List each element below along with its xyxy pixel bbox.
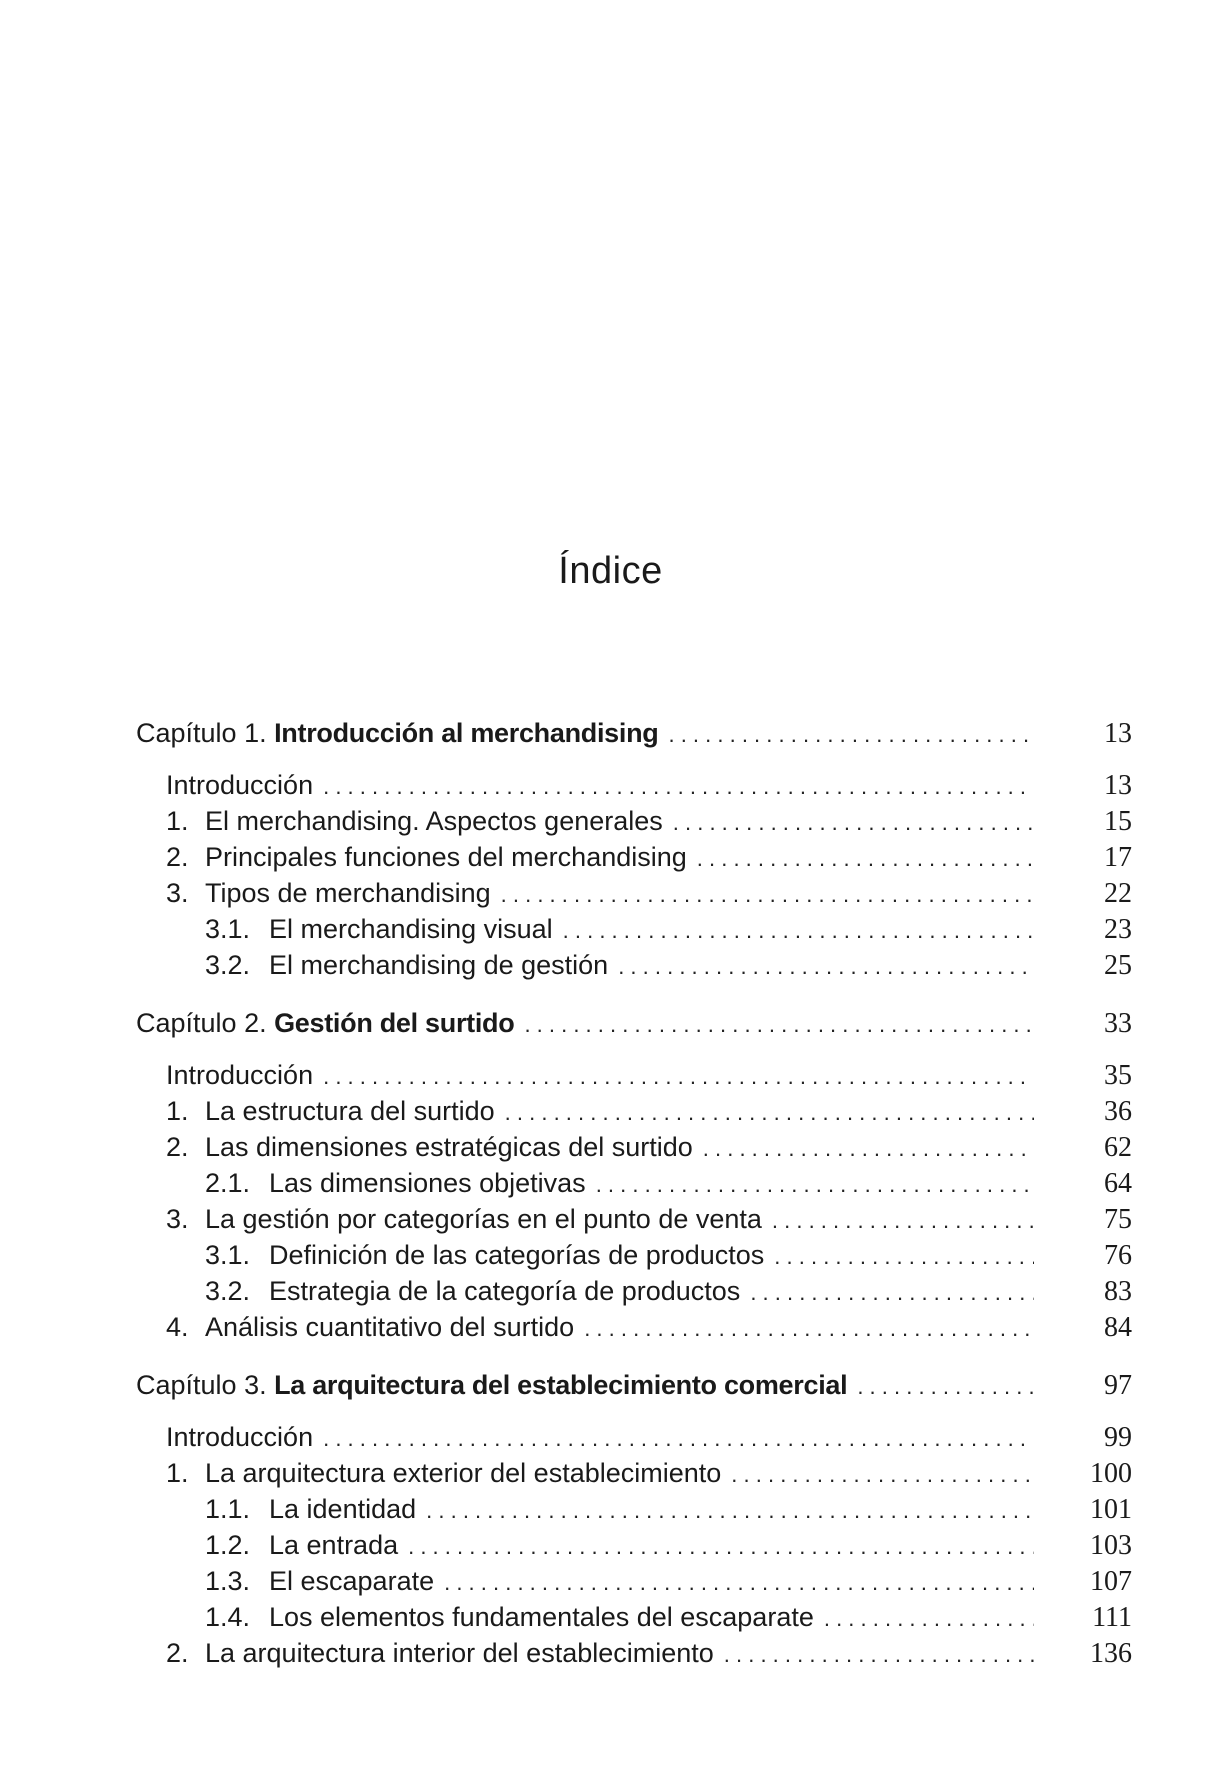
entry-number: 4.: [166, 1312, 189, 1342]
toc-entry-row[interactable]: [136, 1094, 1132, 1130]
toc-entry-row[interactable]: [136, 1130, 1132, 1166]
toc-entry-row[interactable]: [136, 1528, 1132, 1564]
entry-label: Principales funciones del merchandising: [205, 842, 687, 872]
chapter-label: [136, 716, 668, 750]
entry-label: Introducción: [166, 1060, 314, 1090]
entry-page-number: 75: [1104, 1204, 1132, 1235]
dot-leader: [323, 770, 1034, 804]
dot-leader: [563, 914, 1034, 948]
entry-page-number: 17: [1104, 842, 1132, 873]
entry-number: 1.: [166, 1096, 189, 1126]
entry-label: El escaparate: [269, 1566, 435, 1596]
chapter-page-number: 33: [1104, 1008, 1132, 1039]
entry-number: 1.1.: [205, 1494, 251, 1524]
dot-leader: [750, 1276, 1034, 1310]
entry-page-number: 76: [1104, 1240, 1132, 1271]
toc-entry-row[interactable]: [136, 912, 1132, 948]
toc-entry-row[interactable]: [136, 768, 1132, 804]
entry-label: La identidad: [269, 1494, 417, 1524]
dot-leader: [774, 1240, 1034, 1274]
chapter-title: Introducción al merchandising: [274, 718, 659, 748]
entry-label: La gestión por categorías en el punto de venta: [205, 1204, 762, 1234]
toc-entry-row[interactable]: [136, 1274, 1132, 1310]
entry-page-number: 62: [1104, 1132, 1132, 1163]
dot-leader: [772, 1204, 1034, 1238]
entry-number: 3.1.: [205, 914, 251, 944]
toc-entry-row[interactable]: [136, 1420, 1132, 1456]
entry-page-number: 136: [1090, 1638, 1132, 1669]
chapter-block: [136, 1006, 1132, 1346]
entry-number: 1.: [166, 806, 189, 836]
toc-chapter-row[interactable]: [136, 1006, 1132, 1042]
dot-leader: [824, 1602, 1034, 1636]
toc-entry-row[interactable]: [136, 1456, 1132, 1492]
toc-entry-row[interactable]: [136, 804, 1132, 840]
dot-leader: [697, 842, 1034, 876]
toc-entry-row[interactable]: [136, 1166, 1132, 1202]
chapter-prefix: Capítulo 2.: [136, 1008, 267, 1038]
chapter-title: Gestión del surtido: [274, 1008, 515, 1038]
entry-page-number: 107: [1090, 1566, 1132, 1597]
entry-number: 1.4.: [205, 1602, 251, 1632]
entry-number: 2.1.: [205, 1168, 251, 1198]
dot-leader: [618, 950, 1034, 984]
dot-leader: [703, 1132, 1034, 1166]
dot-leader: [584, 1312, 1034, 1346]
entry-label: Los elementos fundamentales del escaparate: [269, 1602, 814, 1632]
entry-number: 1.3.: [205, 1566, 251, 1596]
entry-page-number: 23: [1104, 914, 1132, 945]
dot-leader: [673, 806, 1034, 840]
entry-page-number: 100: [1090, 1458, 1132, 1489]
entry-page-number: 101: [1090, 1494, 1132, 1525]
toc-entry-row[interactable]: [136, 840, 1132, 876]
entry-page-number: 22: [1104, 878, 1132, 909]
entry-page-number: 15: [1104, 806, 1132, 837]
entry-label: Introducción: [166, 1422, 314, 1452]
chapter-block: [136, 716, 1132, 984]
table-of-contents: [136, 716, 1132, 1694]
dot-leader: [323, 1060, 1034, 1094]
toc-entry-row[interactable]: [136, 1600, 1132, 1636]
dot-leader: [668, 718, 1034, 752]
entry-label: Definición de las categorías de productos: [269, 1240, 765, 1270]
dot-leader: [426, 1494, 1034, 1528]
entry-label: Análisis cuantitativo del surtido: [205, 1312, 575, 1342]
toc-entry-row[interactable]: [136, 1564, 1132, 1600]
entry-label: La estructura del surtido: [205, 1096, 495, 1126]
dot-leader: [857, 1370, 1034, 1404]
dot-leader: [505, 1096, 1034, 1130]
entry-label: Las dimensiones estratégicas del surtido: [205, 1132, 693, 1162]
toc-entry-row[interactable]: [136, 948, 1132, 984]
entry-page-number: 83: [1104, 1276, 1132, 1307]
entry-number: 3.2.: [205, 950, 251, 980]
toc-chapter-row[interactable]: [136, 716, 1132, 752]
toc-entry-row[interactable]: [136, 1202, 1132, 1238]
entry-label: El merchandising visual: [269, 914, 553, 944]
entry-page-number: 84: [1104, 1312, 1132, 1343]
dot-leader: [524, 1008, 1034, 1042]
dot-leader: [408, 1530, 1034, 1564]
toc-entry-row[interactable]: [136, 1492, 1132, 1528]
entry-number: 2.: [166, 1132, 189, 1162]
entry-page-number: 64: [1104, 1168, 1132, 1199]
toc-entry-row[interactable]: [136, 876, 1132, 912]
entry-page-number: 111: [1092, 1602, 1132, 1633]
entry-number: 2.: [166, 1638, 189, 1668]
entry-label: La arquitectura exterior del establecimiento: [205, 1458, 722, 1488]
entry-number: 3.1.: [205, 1240, 251, 1270]
entry-page-number: 13: [1104, 770, 1132, 801]
dot-leader: [724, 1638, 1034, 1672]
chapter-label: [136, 1006, 524, 1040]
toc-entry-row[interactable]: [136, 1636, 1132, 1672]
entry-number: 3.2.: [205, 1276, 251, 1306]
entry-label: El merchandising. Aspectos generales: [205, 806, 663, 836]
entry-label: El merchandising de gestión: [269, 950, 609, 980]
entry-label: Introducción: [166, 770, 314, 800]
toc-chapter-row[interactable]: [136, 1368, 1132, 1404]
entry-label: La entrada: [269, 1530, 399, 1560]
chapter-title: La arquitectura del establecimiento comercial: [274, 1370, 848, 1400]
entry-page-number: 35: [1104, 1060, 1132, 1091]
chapter-block: [136, 1368, 1132, 1672]
chapter-prefix: Capítulo 1.: [136, 718, 267, 748]
entry-label: Tipos de merchandising: [205, 878, 491, 908]
toc-entry-row[interactable]: [136, 1058, 1132, 1094]
entry-label: Estrategia de la categoría de productos: [269, 1276, 741, 1306]
dot-leader: [444, 1566, 1034, 1600]
entry-number: 1.: [166, 1458, 189, 1488]
chapter-prefix: Capítulo 3.: [136, 1370, 267, 1400]
entry-label: La arquitectura interior del establecimiento: [205, 1638, 714, 1668]
toc-entry-row[interactable]: [136, 1310, 1132, 1346]
dot-leader: [501, 878, 1034, 912]
dot-leader: [596, 1168, 1034, 1202]
toc-entry-row[interactable]: [136, 1238, 1132, 1274]
entry-page-number: 36: [1104, 1096, 1132, 1127]
chapter-page-number: 97: [1104, 1370, 1132, 1401]
entry-page-number: 103: [1090, 1530, 1132, 1561]
entry-number: 2.: [166, 842, 189, 872]
entry-number: 3.: [166, 878, 189, 908]
page-title: Índice: [558, 550, 663, 592]
chapter-label: [136, 1368, 857, 1402]
dot-leader: [323, 1422, 1034, 1456]
entry-number: 3.: [166, 1204, 189, 1234]
dot-leader: [731, 1458, 1034, 1492]
entry-page-number: 25: [1104, 950, 1132, 981]
entry-label: Las dimensiones objetivas: [269, 1168, 586, 1198]
entry-number: 1.2.: [205, 1530, 251, 1560]
chapter-page-number: 13: [1104, 718, 1132, 749]
entry-page-number: 99: [1104, 1422, 1132, 1453]
